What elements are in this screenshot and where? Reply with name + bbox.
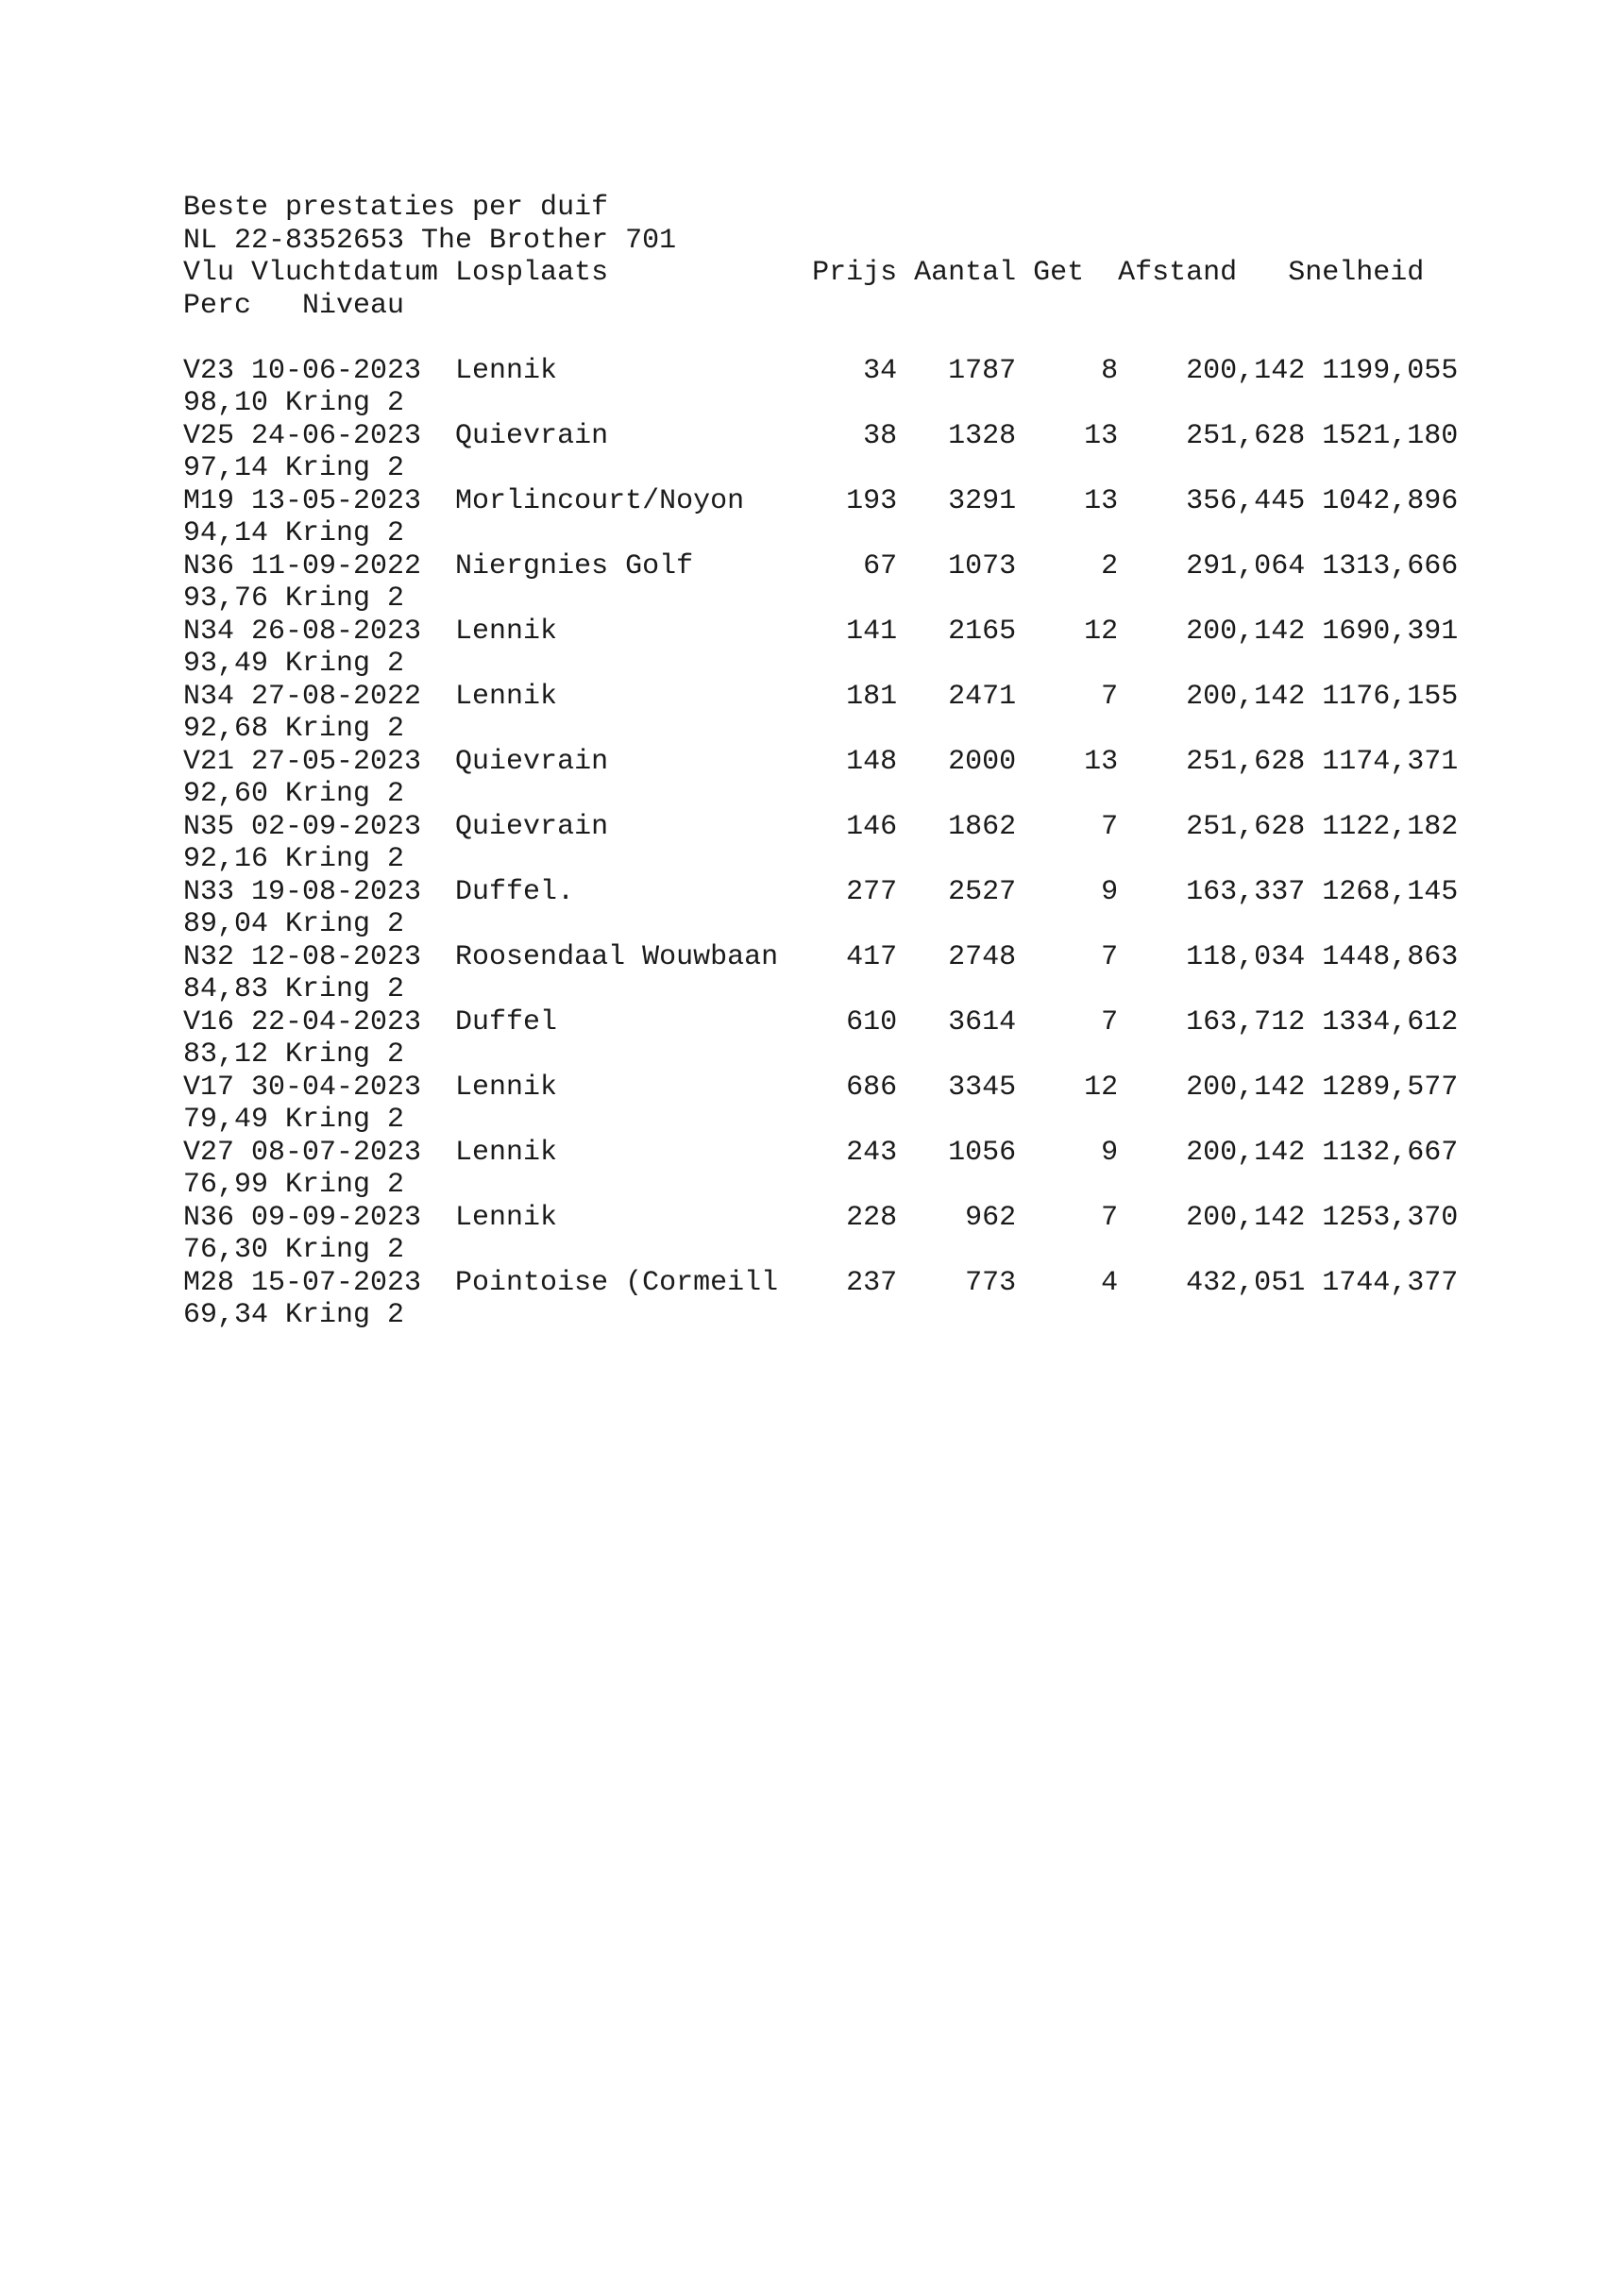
result-row-perc: 79,49 Kring 2 xyxy=(183,1104,405,1136)
result-row: N34 26-08-2023 Lennik 141 2165 12 200,142 1690,391 xyxy=(183,615,1459,648)
column-header-line-2: Perc Niveau xyxy=(183,289,405,322)
result-row-perc: 76,30 Kring 2 xyxy=(183,1234,405,1266)
column-header-line: Vlu Vluchtdatum Losplaats Prijs Aantal Get Afstand Snelheid xyxy=(183,257,1425,289)
result-row-perc: 93,76 Kring 2 xyxy=(183,582,405,615)
result-row: V17 30-04-2023 Lennik 686 3345 12 200,142 1289,577 xyxy=(183,1071,1459,1104)
result-row: N36 11-09-2022 Niergnies Golf 67 1073 2 291,064 1313,666 xyxy=(183,549,1459,582)
result-row: M19 13-05-2023 Morlincourt/Noyon 193 3291 13 356,445 1042,896 xyxy=(183,484,1459,517)
result-row: V23 10-06-2023 Lennik 34 1787 8 200,142 1199,055 xyxy=(183,354,1459,387)
report-page xyxy=(183,192,1505,1332)
result-row: V16 22-04-2023 Duffel 610 3614 7 163,712 1334,612 xyxy=(183,1005,1459,1038)
result-row-perc: 69,34 Kring 2 xyxy=(183,1299,405,1331)
result-row-perc: 94,14 Kring 2 xyxy=(183,517,405,549)
results-list xyxy=(183,355,1505,1332)
result-row: N36 09-09-2023 Lennik 228 962 7 200,142 1253,370 xyxy=(183,1201,1459,1234)
result-row: N32 12-08-2023 Roosendaal Wouwbaan 417 2748 7 118,034 1448,863 xyxy=(183,940,1459,973)
result-row: M28 15-07-2023 Pointoise (Cormeill 237 773 4 432,051 1744,377 xyxy=(183,1266,1459,1299)
result-row: N34 27-08-2022 Lennik 181 2471 7 200,142 1176,155 xyxy=(183,680,1459,713)
result-row-perc: 92,60 Kring 2 xyxy=(183,778,405,810)
spacer xyxy=(183,322,1505,355)
result-row-perc: 76,99 Kring 2 xyxy=(183,1169,405,1201)
result-row-perc: 97,14 Kring 2 xyxy=(183,452,405,484)
result-row-perc: 89,04 Kring 2 xyxy=(183,908,405,940)
result-row-perc: 92,68 Kring 2 xyxy=(183,713,405,745)
result-row-perc: 84,83 Kring 2 xyxy=(183,973,405,1005)
pigeon-identifier: NL 22-8352653 The Brother 701 xyxy=(183,224,677,257)
result-row: V21 27-05-2023 Quievrain 148 2000 13 251,628 1174,371 xyxy=(183,745,1459,778)
result-row-perc: 98,10 Kring 2 xyxy=(183,387,405,419)
result-row: N35 02-09-2023 Quievrain 146 1862 7 251,628 1122,182 xyxy=(183,810,1459,843)
report-title: Beste prestaties per duif xyxy=(183,192,609,224)
result-row: V25 24-06-2023 Quievrain 38 1328 13 251,628 1521,180 xyxy=(183,419,1459,452)
result-row-perc: 93,49 Kring 2 xyxy=(183,648,405,680)
result-row-perc: 92,16 Kring 2 xyxy=(183,843,405,875)
result-row: V27 08-07-2023 Lennik 243 1056 9 200,142 1132,667 xyxy=(183,1136,1459,1169)
result-row-perc: 83,12 Kring 2 xyxy=(183,1038,405,1071)
result-row: N33 19-08-2023 Duffel. 277 2527 9 163,337 1268,145 xyxy=(183,875,1459,908)
